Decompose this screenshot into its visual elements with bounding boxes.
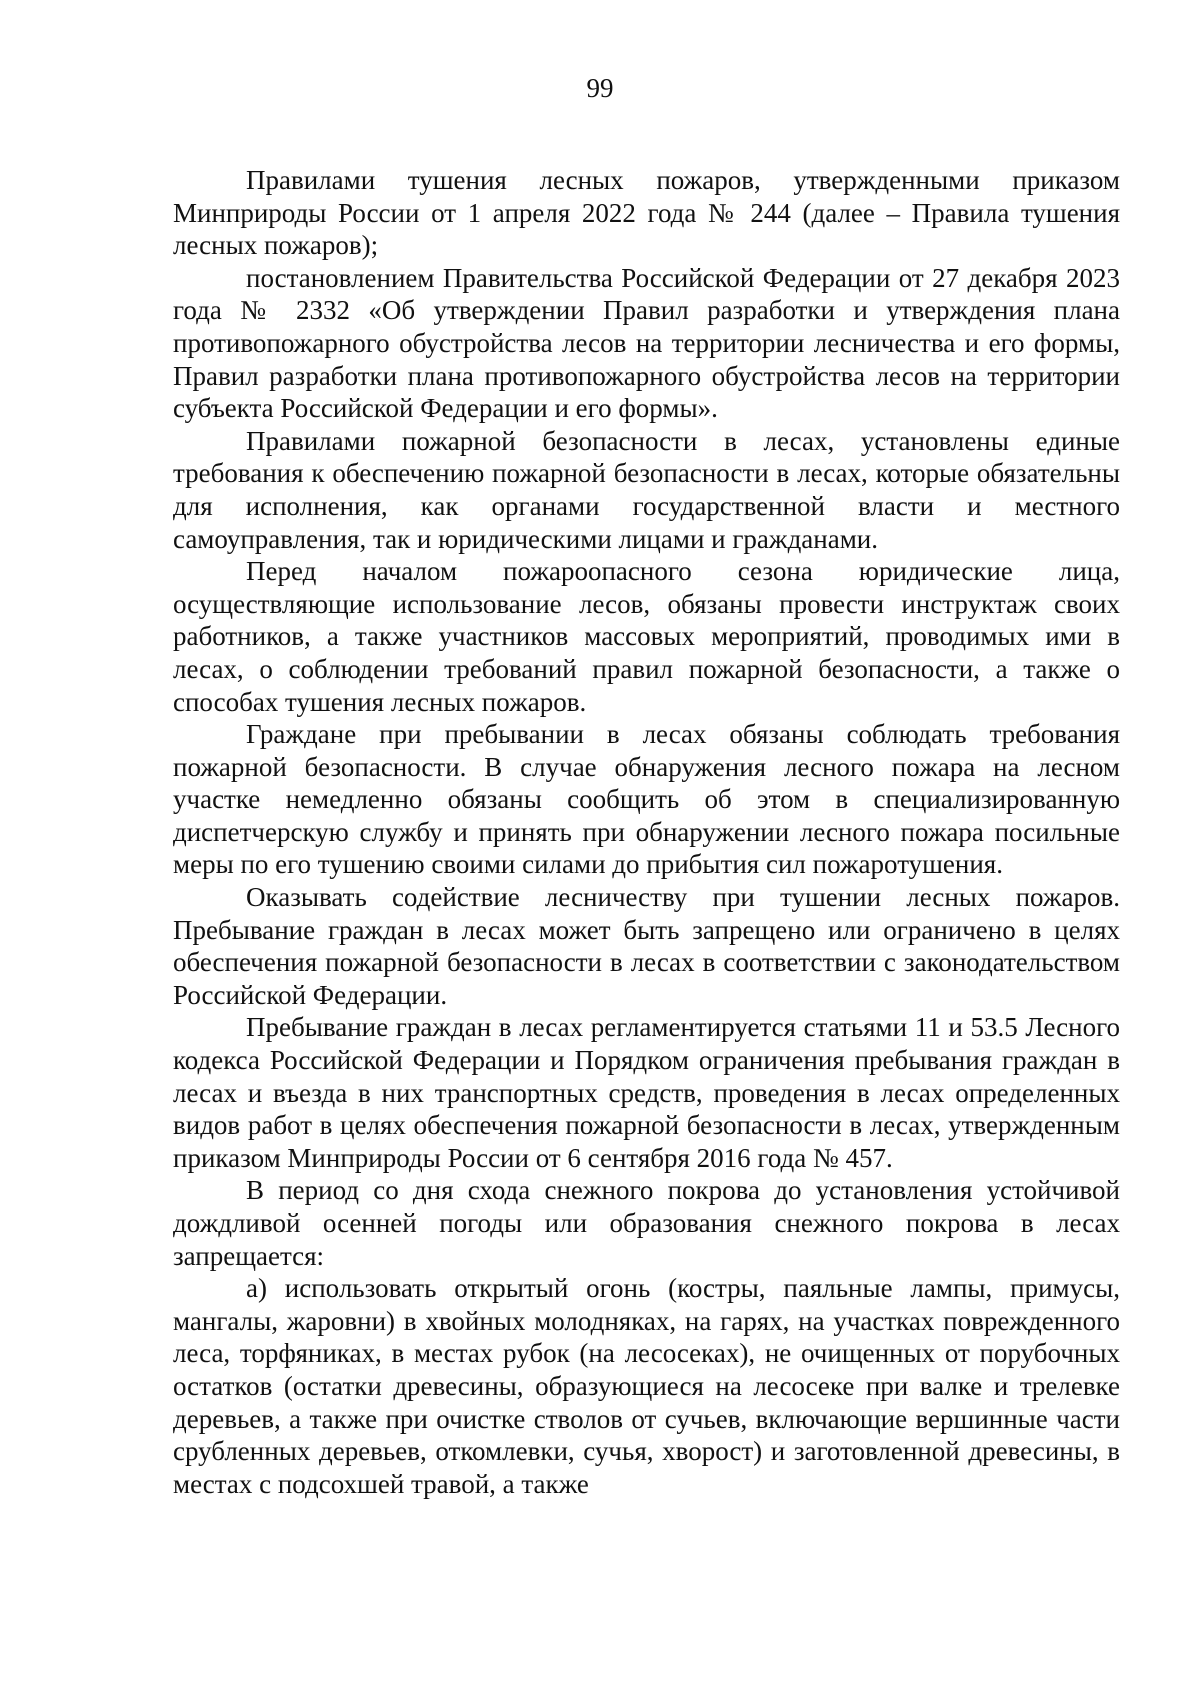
paragraph-prohibited-period: В период со дня схода снежного покрова до установления устойчивой дождливой осенней погоды или образования снежного покрова в лесах запрещается: xyxy=(173,1175,1120,1271)
paragraph-citizens-obligations: Граждане при пребывании в лесах обязаны соблюдать требования пожарной безопасности. В случае обнаружения лесного пожара на лесном участке немедленно обязаны сообщить об этом в специализированную диспетчерскую службу и принять при обнаружении лесного пожара посильные меры по его тушению своими силами до прибытия сил пожаротушения. xyxy=(173,719,1120,880)
paragraph-government-resolution: постановлением Правительства Российской Федерации от 27 декабря 2023 года № 2332 «Об утверждении Правил разработки и утверждения плана противопожарного обустройства лесов на территории лесничества и его формы, Правил разработки плана противопожарного обустройства лесов на территории субъекта Российской Федерации и его формы». xyxy=(173,262,1120,424)
page-number: 99 xyxy=(586,73,614,103)
paragraph-assistance-forestry: Оказывать содействие лесничеству при тушении лесных пожаров. Пребывание граждан в лесах может быть запрещено или ограничено в целях обеспечения пожарной безопасности в лесах в соответствии с законодательством Российской Федерации. xyxy=(173,882,1120,1010)
paragraph-stay-regulation: Пребывание граждан в лесах регламентируется статьями 11 и 53.5 Лесного кодекса Российской Федерации и Порядком ограничения пребывания граждан в лесах и въезда в них транспортных средств, проведения в лесах определенных видов работ в целях обеспечения пожарной безопасности в лесах, утвержденным приказом Минприроды России от 6 сентября 2016 года № 457. xyxy=(173,1012,1120,1173)
paragraph-fire-safety-rules: Правилами пожарной безопасности в лесах, установлены единые требования к обеспечению пожарной безопасности в лесах, которые обязательны для исполнения, как органами государственной власти и местного самоуправления, так и юридическими лицами и гражданами. xyxy=(173,425,1120,554)
paragraph-legal-entities-briefing: Перед началом пожароопасного сезона юридические лица, осуществляющие использование лесов, обязаны провести инструктаж своих работников, а также участников массовых мероприятий, проводимых ими в лесах, о соблюдении требований правил пожарной безопасности, а также о способах тушения лесных пожаров. xyxy=(173,556,1120,717)
paragraph-item-a-open-fire: а) использовать открытый огонь (костры, паяльные лампы, примусы, мангалы, жаровни) в хвойных молодняках, на гарях, на участках поврежденного леса, торфяниках, в местах рубок (на лесосеках), не очищенных от порубочных остатков (остатки древесины, образующиеся на лесосеке при валке и трелевке деревьев, а также при очистке стволов от сучьев, включающие вершинные части срубленных деревьев, откомлевки, сучья, хворост) и заготовленной древесины, в местах с подсохшей травой, а также xyxy=(173,1273,1120,1499)
body-text xyxy=(173,164,1120,1500)
paragraph-fire-extinguishing-rules: Правилами тушения лесных пожаров, утвержденными приказом Минприроды России от 1 апреля 2022 года № 244 (далее – Правила тушения лесных пожаров); xyxy=(173,165,1120,261)
